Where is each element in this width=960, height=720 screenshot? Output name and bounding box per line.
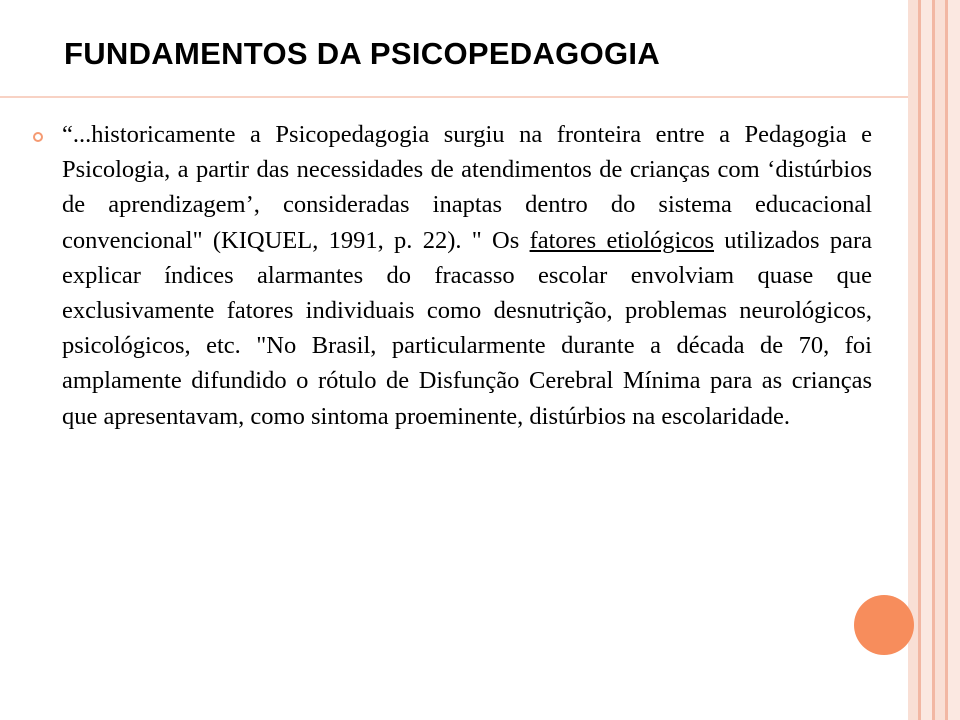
paragraph-text-part-2: utilizados para explicar índices alarmantes do fracasso escolar envolviam quase que exclusivamente fatores individuais como desnutrição, problemas neurológicos, psicológicos, etc. "No Brasil, particularmente durante a década de 70, foi amplamente difundido o rótulo de Disfunção Cerebral Mínima para as crianças que apresentavam, como sintoma proeminente, distúrbios na escolaridade. [62, 226, 872, 430]
right-border-stripe [935, 0, 945, 720]
right-border-stripe [948, 0, 960, 720]
bullet-paragraph [62, 117, 872, 434]
right-border-stripe [921, 0, 932, 720]
paragraph-text-part-1: “...historicamente a Psicopedagogia surgiu na fronteira entre a Pedagogia e Psicologia, a partir das necessidades de atendimentos de crianças com ‘distúrbios de aprendizagem’, consideradas inaptas dentro do sistema educacional convencional" (KIQUEL, 1991, p. 22). " Os [62, 121, 872, 254]
slide-title: FUNDAMENTOS DA PSICOPEDAGOGIA [64, 36, 661, 71]
underlined-term: fatores etiológicos [529, 226, 715, 254]
title-divider [0, 96, 908, 98]
bullet-circle-icon [33, 132, 43, 142]
decorative-orange-circle [854, 595, 914, 655]
